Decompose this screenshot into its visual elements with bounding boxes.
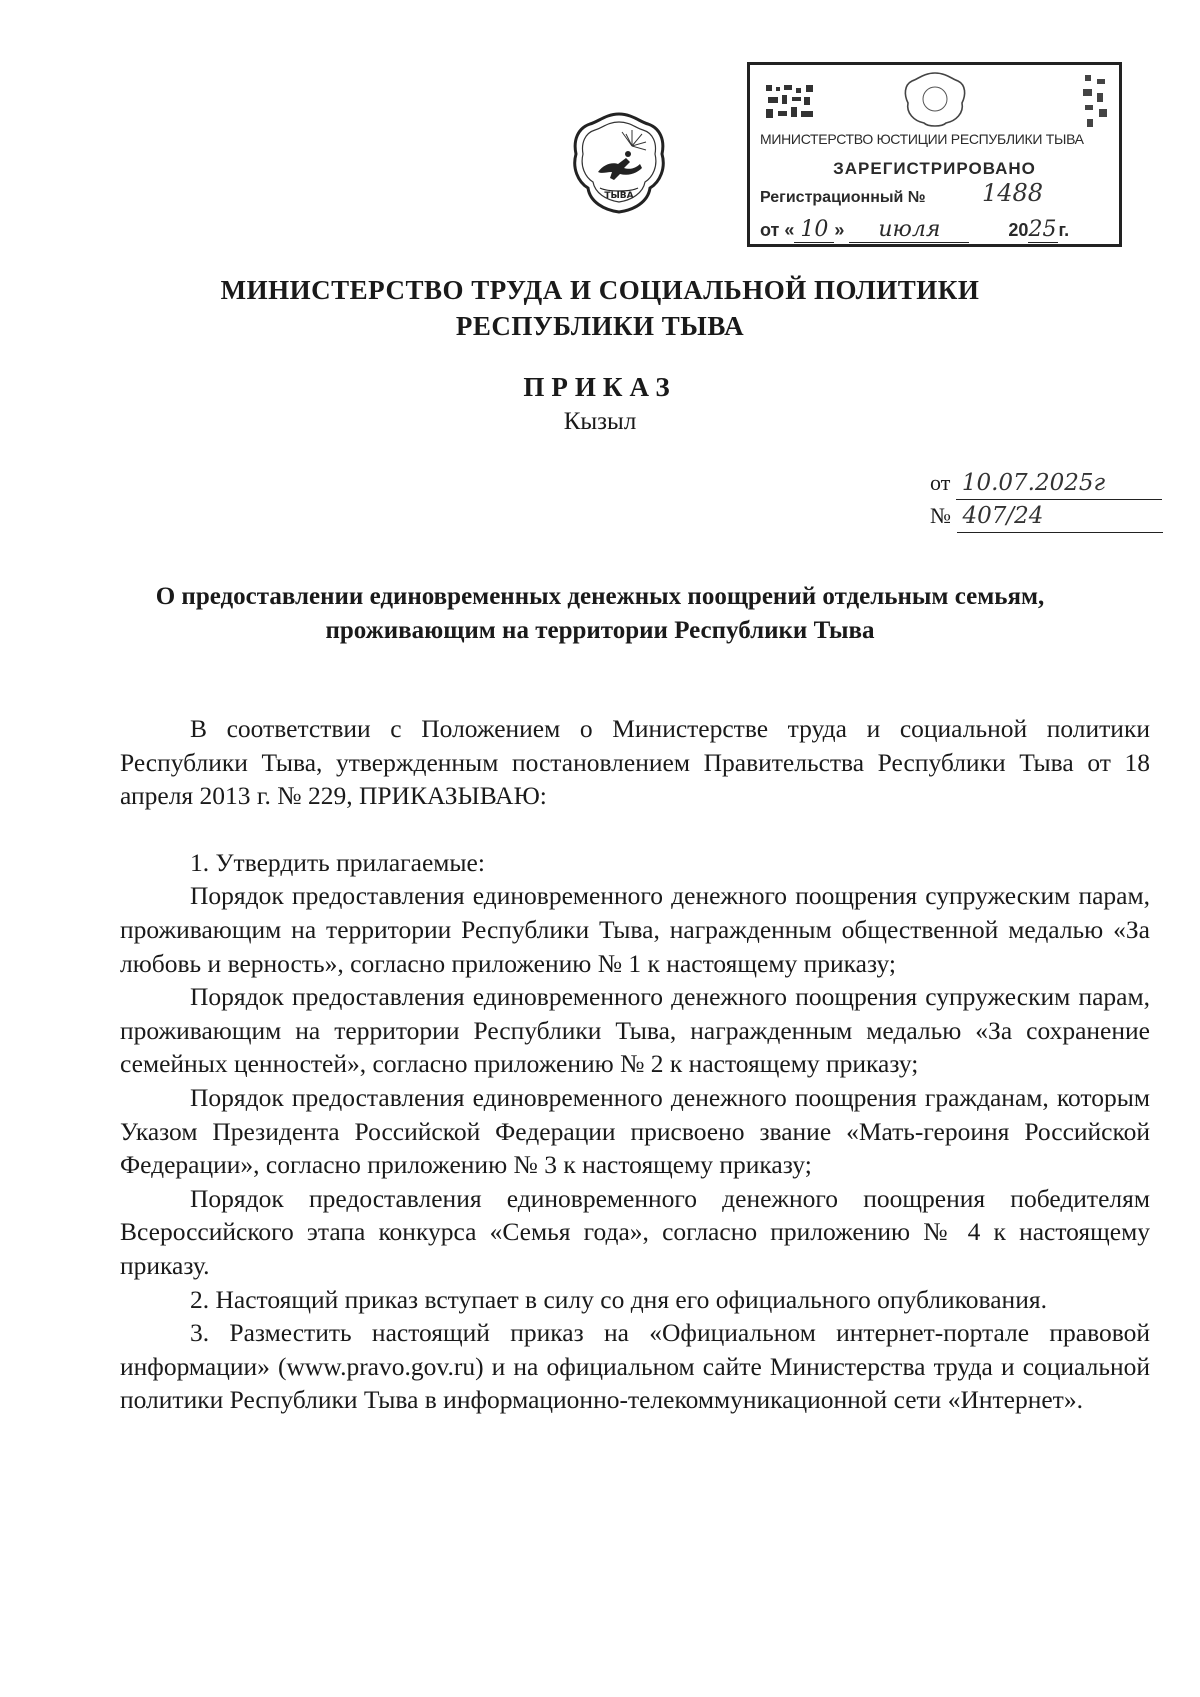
subject-line1: О предоставлении единовременных денежных поощрений отдельным семьям, [155,583,1045,610]
city-name: Кызыл [563,408,637,435]
qr-pattern-icon [1081,73,1111,133]
stamp-reg-number: 1488 [982,179,1044,207]
stamp-mid: » [834,220,845,240]
date-label: от [930,470,951,495]
seal-icon [900,69,970,129]
stamp-from-label: от « [760,220,795,240]
ministry-title-line1: МИНИСТЕРСТВО ТРУДА И СОЦИАЛЬНОЙ ПОЛИТИКИ [220,275,980,305]
subject-line2: проживающим на территории Республики Тыва [325,617,875,644]
stamp-month: июля [849,217,969,243]
emblem-label: ТЫВА [604,191,634,201]
stamp-reg-label: Регистрационный № [760,189,926,206]
order-body [120,712,1150,1417]
registration-stamp [747,62,1122,247]
stamp-day: 10 [794,217,834,243]
paragraph-procedure-1: Порядок предоставления единовременного денежного поощрения супружеским парам, проживающим на территории Республики Тыва, награжденным общественной медалью «За любовь и верность», согласно приложению № 1 к настоящему приказу; [120,881,1150,978]
paragraph-item-2: 2. Настоящий приказ вступает в силу со дня его официального опубликования. [190,1284,1047,1314]
ministry-title [0,272,1200,344]
order-meta [930,467,1163,533]
number-label: № [930,503,951,528]
order-title: ПРИКАЗ [523,372,677,402]
paragraph-item-3: 3. Разместить настоящий приказ на «Официальном интернет-портале правовой информации» (www.pravo.gov.ru) и на официальном сайте Министерства труда и социальной политики Республики Тыва в информационно-телекоммуникационной сети «Интернет». [120,1318,1150,1415]
order-number: 407/24 [957,500,1163,533]
coat-of-arms-icon [570,110,668,218]
order-subject [0,580,1200,648]
stamp-year-prefix: 20 [1008,220,1029,240]
order-date: 10.07.2025г [956,467,1162,500]
stamp-year-end: г. [1058,220,1070,240]
stamp-ministry-text: МИНИСТЕРСТВО ЮСТИЦИИ РЕСПУБЛИКИ ТЫВА [760,131,1084,147]
stamp-date-line [760,217,1115,243]
paragraph-item-1: 1. Утвердить прилагаемые: [190,847,485,877]
ministry-title-line2: РЕСПУБЛИКИ ТЫВА [455,311,745,341]
stamp-registered-text: ЗАРЕГИСТРИРОВАНО [833,159,1036,178]
paragraph-procedure-2: Порядок предоставления единовременного денежного поощрения супружеским парам, проживающим на территории Республики Тыва, награжденным медалью «За сохранение семейных ценностей», согласно приложению № 2 к настоящему приказу; [120,982,1150,1079]
stamp-year-suffix: 25 [1028,217,1057,242]
paragraph-procedure-4: Порядок предоставления единовременного денежного поощрения победителям Всероссийского этапа конкурса «Семья года», согласно приложению № 4 к настоящему приказу. [120,1183,1150,1280]
qr-pattern-icon [764,83,816,123]
paragraph-preamble: В соответствии с Положением о Министерстве труда и социальной политики Республики Тыва, утвержденным постановлением Правительства Республики Тыва от 18 апреля 2013 г. № 229, ПРИКАЗЫВАЮ: [120,714,1150,811]
paragraph-procedure-3: Порядок предоставления единовременного денежного поощрения гражданам, которым Указом Президента Российской Федерации присвоено звание «Мать-героиня Российской Федерации», согласно приложению № 3 к настоящему приказу; [120,1082,1150,1180]
